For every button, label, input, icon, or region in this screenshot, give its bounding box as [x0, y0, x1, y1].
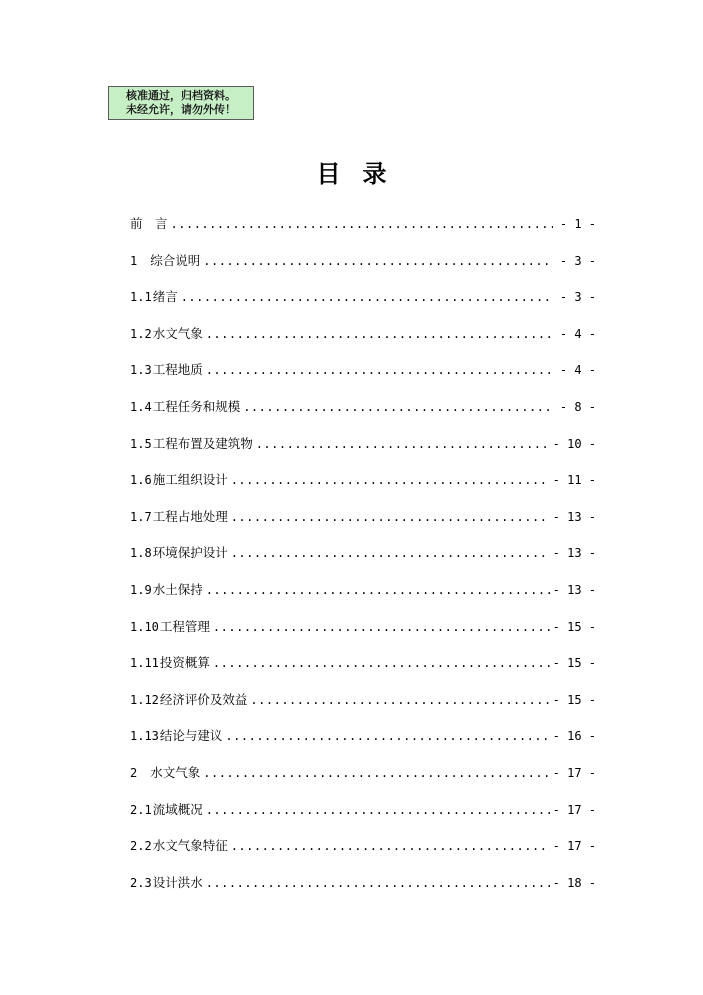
toc-page-number: - 4 -	[559, 326, 596, 341]
toc-dot-leader	[206, 583, 550, 597]
toc-entry[interactable]	[130, 434, 596, 471]
toc-entry-label	[130, 543, 228, 561]
toc-entry[interactable]	[130, 690, 596, 727]
toc-entry[interactable]	[130, 763, 596, 800]
toc-page-number: - 4 -	[559, 363, 596, 378]
toc-entry-number: 1.5	[130, 436, 152, 451]
toc-entry-label	[130, 580, 203, 598]
toc-page-number: - 11 -	[552, 473, 596, 488]
toc-entry-number: 1.12	[130, 692, 159, 707]
toc-entry-number: 1.1	[130, 290, 152, 305]
toc-entry-label	[130, 690, 247, 708]
toc-entry-label	[130, 800, 203, 818]
toc-entry-text: 前 言	[130, 216, 168, 231]
toc-dot-leader	[250, 693, 549, 707]
toc-entry[interactable]	[130, 251, 596, 288]
toc-entry-text: 工程地质	[152, 362, 203, 378]
toc-dot-leader	[213, 620, 550, 634]
table-of-contents	[130, 214, 596, 909]
toc-page-number: - 17 -	[552, 839, 596, 854]
toc-page-number: - 17 -	[552, 802, 596, 817]
toc-dot-leader	[231, 839, 550, 853]
toc-dot-leader	[225, 729, 549, 743]
toc-entry-text: 工程布置及建筑物	[152, 435, 253, 451]
approval-stamp	[108, 86, 254, 120]
toc-dot-leader	[206, 327, 553, 341]
toc-dot-leader	[203, 766, 549, 780]
toc-entry[interactable]	[130, 470, 596, 507]
toc-entry-number: 2.2	[130, 839, 152, 854]
toc-entry-label	[130, 214, 168, 232]
toc-dot-leader	[256, 437, 550, 451]
toc-entry-text: 水文气象	[150, 764, 201, 780]
toc-entry-text: 绪言	[152, 289, 178, 305]
toc-dot-leader	[243, 400, 553, 414]
toc-entry-text: 工程占地处理	[152, 508, 228, 524]
toc-entry-number: 1.10	[130, 619, 159, 634]
toc-page-number: - 16 -	[552, 729, 596, 744]
toc-entry[interactable]	[130, 873, 596, 910]
toc-entry-number: 1.3	[130, 363, 152, 378]
toc-entry[interactable]	[130, 397, 596, 434]
toc-entry[interactable]	[130, 726, 596, 763]
toc-entry-number: 1.9	[130, 582, 152, 597]
toc-entry[interactable]	[130, 836, 596, 873]
toc-dot-leader	[171, 217, 553, 231]
toc-entry-text: 结论与建议	[159, 728, 223, 744]
toc-entry-text: 施工组织设计	[152, 472, 228, 488]
toc-dot-leader	[206, 876, 550, 890]
toc-entry[interactable]	[130, 653, 596, 690]
toc-entry[interactable]	[130, 617, 596, 654]
toc-dot-leader	[231, 473, 550, 487]
toc-entry[interactable]	[130, 324, 596, 361]
toc-entry-number: 1.2	[130, 326, 152, 341]
toc-entry-label	[130, 873, 203, 891]
toc-entry-label	[130, 836, 228, 854]
toc-entry-number: 1.7	[130, 509, 152, 524]
toc-entry-text: 流域概况	[152, 801, 203, 817]
toc-entry-label	[130, 287, 178, 305]
toc-entry-label	[130, 470, 228, 488]
toc-dot-leader	[203, 254, 553, 268]
toc-page-number: - 10 -	[552, 436, 596, 451]
toc-entry[interactable]	[130, 360, 596, 397]
toc-entry-number: 2	[130, 765, 138, 780]
toc-dot-leader	[206, 803, 550, 817]
toc-page-number: - 3 -	[559, 290, 596, 305]
toc-entry-label	[130, 617, 210, 635]
toc-entry-number: 1	[130, 253, 138, 268]
toc-entry-text: 设计洪水	[152, 874, 203, 890]
toc-entry-number: 1.11	[130, 656, 159, 671]
toc-entry[interactable]	[130, 800, 596, 837]
toc-page-number: - 13 -	[552, 546, 596, 561]
toc-entry-text: 水土保持	[152, 581, 203, 597]
toc-page-number: - 18 -	[552, 875, 596, 890]
toc-entry-number: 1.13	[130, 729, 159, 744]
toc-page-number: - 1 -	[559, 217, 596, 231]
toc-page-number: - 17 -	[552, 765, 596, 780]
toc-entry-text: 水文气象	[152, 325, 203, 341]
toc-entry-label	[130, 763, 200, 781]
toc-dot-leader	[213, 656, 550, 670]
toc-entry[interactable]	[130, 580, 596, 617]
toc-page-number: - 3 -	[559, 253, 596, 268]
page-title: 目录	[316, 159, 409, 188]
toc-page-number: - 13 -	[552, 509, 596, 524]
toc-entry-number: 2.1	[130, 802, 152, 817]
toc-dot-leader	[231, 546, 550, 560]
toc-page-number: - 15 -	[552, 656, 596, 671]
toc-entry-label	[130, 507, 228, 525]
toc-page-number: - 15 -	[552, 692, 596, 707]
toc-entry-text: 经济评价及效益	[159, 691, 248, 707]
toc-entry-text: 综合说明	[150, 252, 201, 268]
toc-entry[interactable]	[130, 214, 596, 251]
toc-entry-text: 水文气象特征	[152, 838, 228, 854]
toc-entry-number: 1.6	[130, 473, 152, 488]
toc-entry-label	[130, 726, 222, 744]
toc-entry-text: 环境保护设计	[152, 545, 228, 561]
toc-entry-label	[130, 397, 240, 415]
toc-dot-leader	[181, 290, 553, 304]
toc-dot-leader	[231, 510, 550, 524]
toc-entry-text: 工程管理	[159, 618, 210, 634]
stamp-line-2: 未经允许，请勿外传！	[126, 103, 236, 116]
toc-page-number: - 13 -	[552, 582, 596, 597]
toc-entry[interactable]	[130, 507, 596, 544]
toc-entry-label	[130, 324, 203, 342]
toc-entry-number: 1.8	[130, 546, 152, 561]
toc-entry-label	[130, 360, 203, 378]
toc-entry-text: 投资概算	[159, 655, 210, 671]
stamp-line-1: 核准通过，归档资料。	[126, 89, 236, 102]
toc-page-number: - 15 -	[552, 619, 596, 634]
toc-entry-label	[130, 434, 253, 452]
toc-entry-number: 2.3	[130, 875, 152, 890]
toc-entry-text: 工程任务和规模	[152, 398, 241, 414]
toc-entry-label	[130, 653, 210, 671]
toc-entry-label	[130, 251, 200, 269]
toc-entry[interactable]	[130, 543, 596, 580]
toc-entry-number: 1.4	[130, 399, 152, 414]
toc-entry[interactable]	[130, 287, 596, 324]
toc-page-number: - 8 -	[559, 399, 596, 414]
toc-dot-leader	[206, 363, 553, 377]
